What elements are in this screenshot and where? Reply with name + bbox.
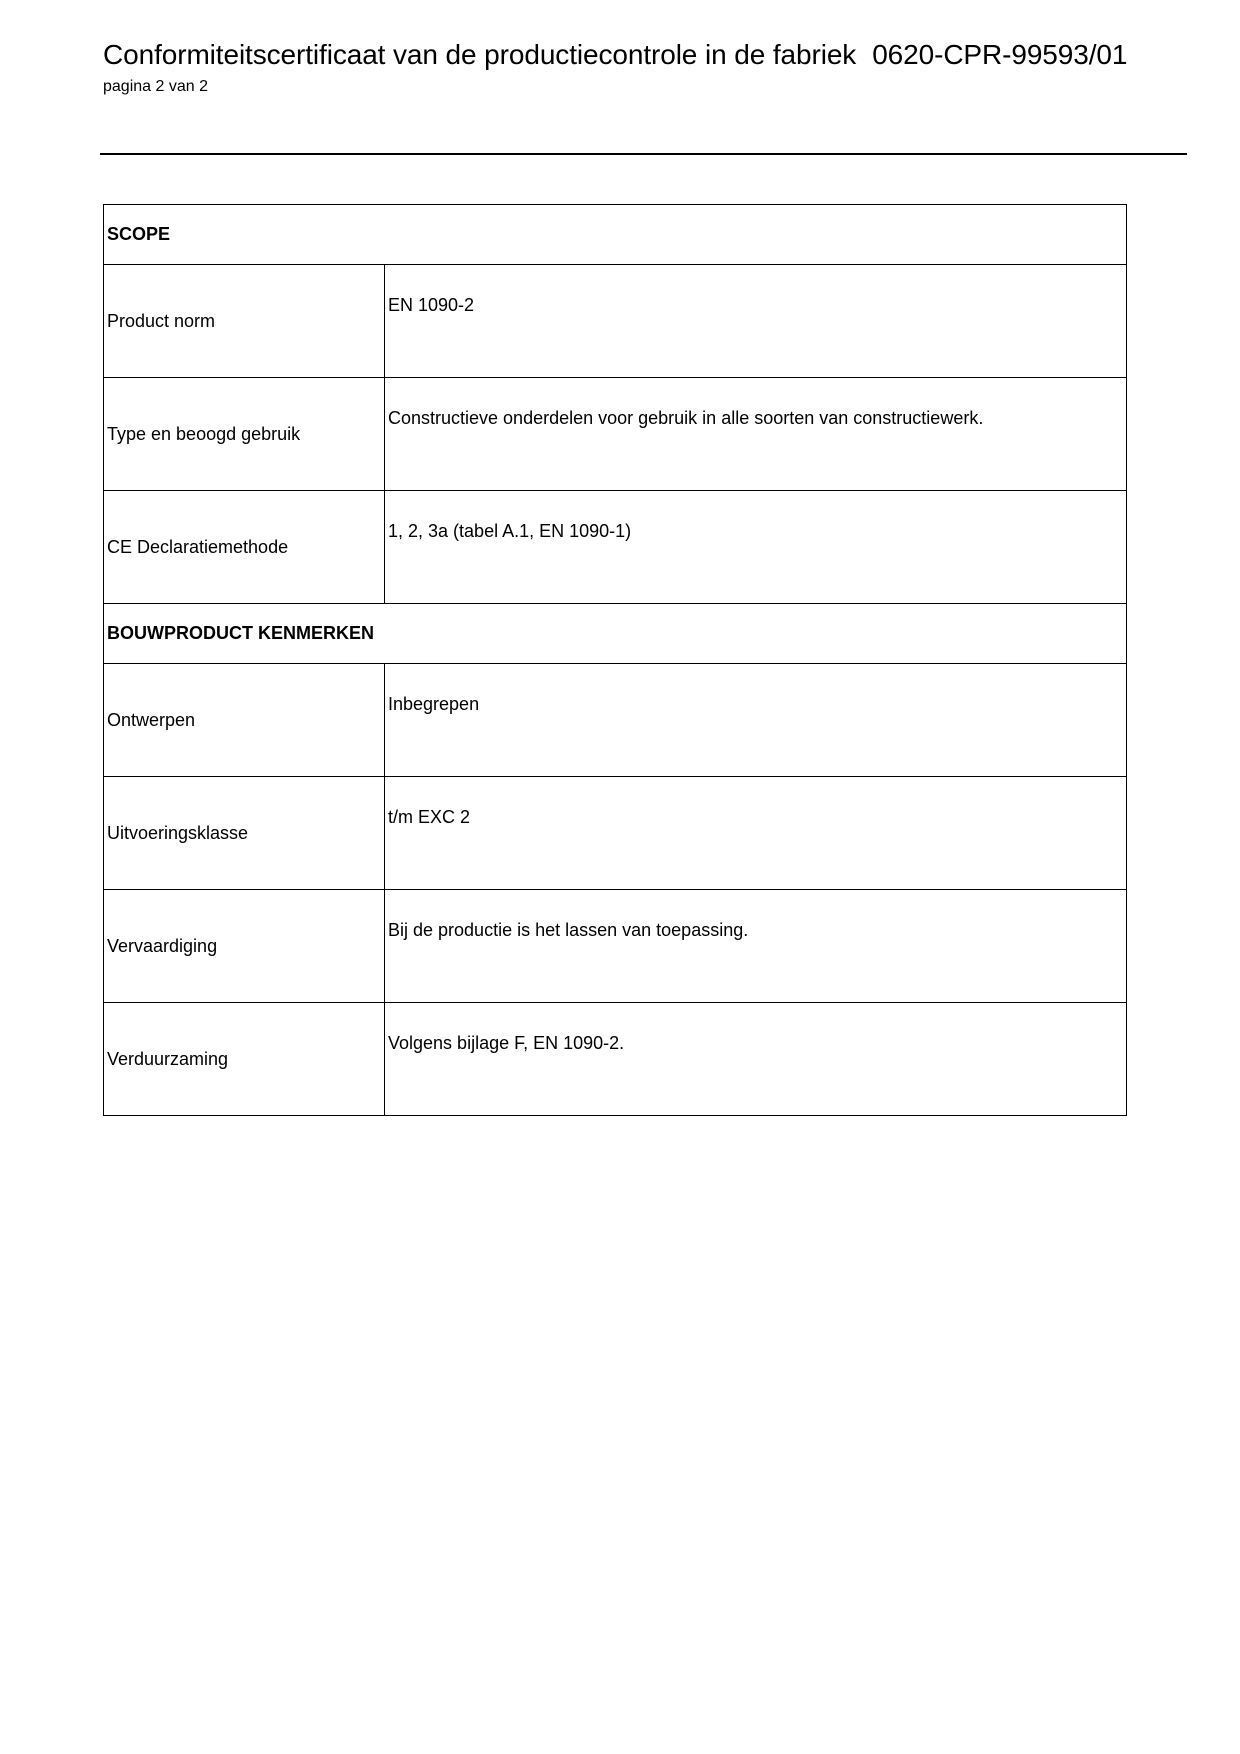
row-label: Verduurzaming [104,1003,385,1116]
table-row [104,378,1127,491]
page-indicator: pagina 2 van 2 [103,77,208,95]
row-label: Ontwerpen [104,664,385,777]
section-heading-scope: SCOPE [104,205,1127,265]
section-heading-row [104,604,1127,664]
header-divider [100,153,1187,155]
section-heading-bouwproduct-kenmerken: BOUWPRODUCT KENMERKEN [104,604,1127,664]
row-value: Inbegrepen [385,664,1127,777]
row-value: t/m EXC 2 [385,777,1127,890]
row-value: Volgens bijlage F, EN 1090-2. [385,1003,1127,1116]
document-title-line [103,38,1188,72]
row-value: EN 1090-2 [385,265,1127,378]
row-label: Type en beoogd gebruik [104,378,385,491]
row-label: Vervaardiging [104,890,385,1003]
row-value: 1, 2, 3a (tabel A.1, EN 1090-1) [385,491,1127,604]
table-row [104,265,1127,378]
table-row [104,890,1127,1003]
row-label: CE Declaratiemethode [104,491,385,604]
table-row [104,777,1127,890]
certificate-scope-table [103,204,1127,1116]
certificate-number: 0620-CPR-99593/01 [872,39,1128,70]
table-row [104,491,1127,604]
document-title: Conformiteitscertificaat van de productiecontrole in de fabriek [103,39,857,70]
row-value: Constructieve onderdelen voor gebruik in alle soorten van constructiewerk. [385,378,1127,491]
page-header [103,38,1188,96]
row-label: Uitvoeringsklasse [104,777,385,890]
row-value: Bij de productie is het lassen van toepassing. [385,890,1127,1003]
row-label: Product norm [104,265,385,378]
table-row [104,664,1127,777]
table-row [104,1003,1127,1116]
section-heading-row [104,205,1127,265]
